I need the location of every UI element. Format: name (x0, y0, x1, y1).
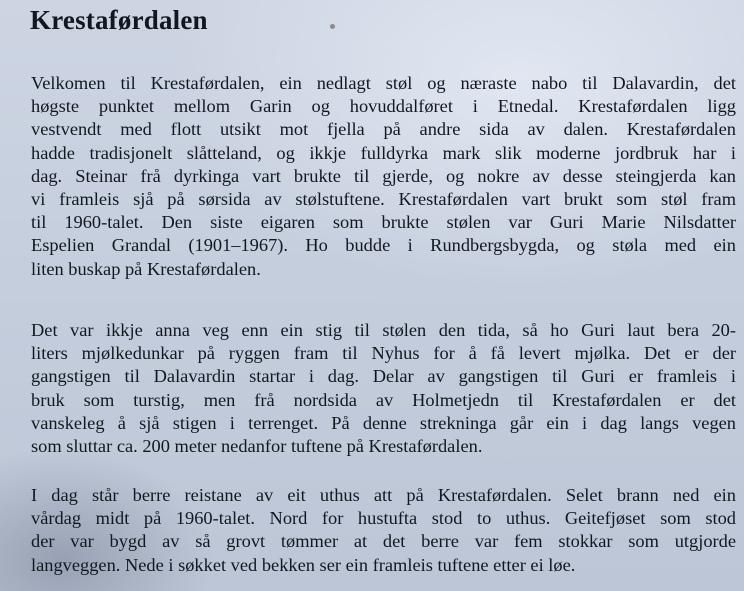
text-line: vi framleis sjå på sørsida av stølstuftene. Krestaførdalen vart brukt som støl fram (31, 189, 736, 210)
text-line: liten buskap på Krestaførdalen. (31, 258, 261, 279)
text-line: liters mjølkedunkar på ryggen fram til Nyhus for å få levert mjølka. Det er der (31, 343, 736, 364)
text-line: gangstigen til Dalavardin startar i dag. Delar av gangstigen til Guri er framleis i (31, 366, 736, 387)
text-line: bruk som turstig, men frå nordsida av Holmetjedn til Krestaførdalen er det (31, 389, 736, 410)
text-line: I dag står berre reistane av eit uthus att på Krestaførdalen. Selet brann ned ein (31, 485, 736, 505)
text-line: Espelien Grandal (1901–1967). Ho budde i Rundbergsbygda, og støla med ein (31, 235, 736, 256)
text-line: høgste punktet mellom Garin og hovuddalføret i Etnedal. Krestaførdalen ligg (31, 96, 736, 117)
text-line: til 1960-talet. Den siste eigaren som brukte stølen var Guri Marie Nilsdatter (31, 212, 736, 233)
text-line: dag. Steinar frå dyrkinga vart brukte til gjerde, og nokre av desse steingjerda kan (31, 165, 736, 186)
text-line: hadde tradisjonelt slåtteland, og ikkje fulldyrka mark slik moderne jordbruk har i (31, 142, 736, 163)
text-line: som sluttar ca. 200 meter nedanfor tuftene på Krestaførdalen. (31, 436, 483, 457)
sign-mark (330, 24, 335, 29)
text-line: vårdag midt på 1960-talet. Nord for hustufta stod to uthus. Geitefjøset som stod (31, 508, 736, 529)
text-line: Det var ikkje anna veg enn ein stig til stølen den tida, så ho Guri laut bera 20- (31, 320, 736, 340)
text-line: vestvendt med flott utsikt mot fjella på andre sida av dalen. Krestaførdalen (31, 119, 736, 140)
text-line: langveggen. Nede i søkket ved bekken ser ein framleis tuftene etter ei løe. (31, 554, 576, 575)
paragraph-path (31, 319, 736, 458)
text-line: der var bygd av så grovt tømmer at det berre var fem stokkar som utgjorde (31, 531, 736, 552)
sign-title: Krestaførdalen (30, 5, 208, 35)
text-line: vanskeleg å sjå stigen i terrenget. På denne strekninga går ein i dag langs vegen (31, 412, 736, 433)
paragraph-buildings (31, 484, 736, 577)
paragraph-welcome (31, 72, 736, 281)
text-line: Velkomen til Krestaførdalen, ein nedlagt støl og næraste nabo til Dalavardin, det (31, 73, 736, 93)
